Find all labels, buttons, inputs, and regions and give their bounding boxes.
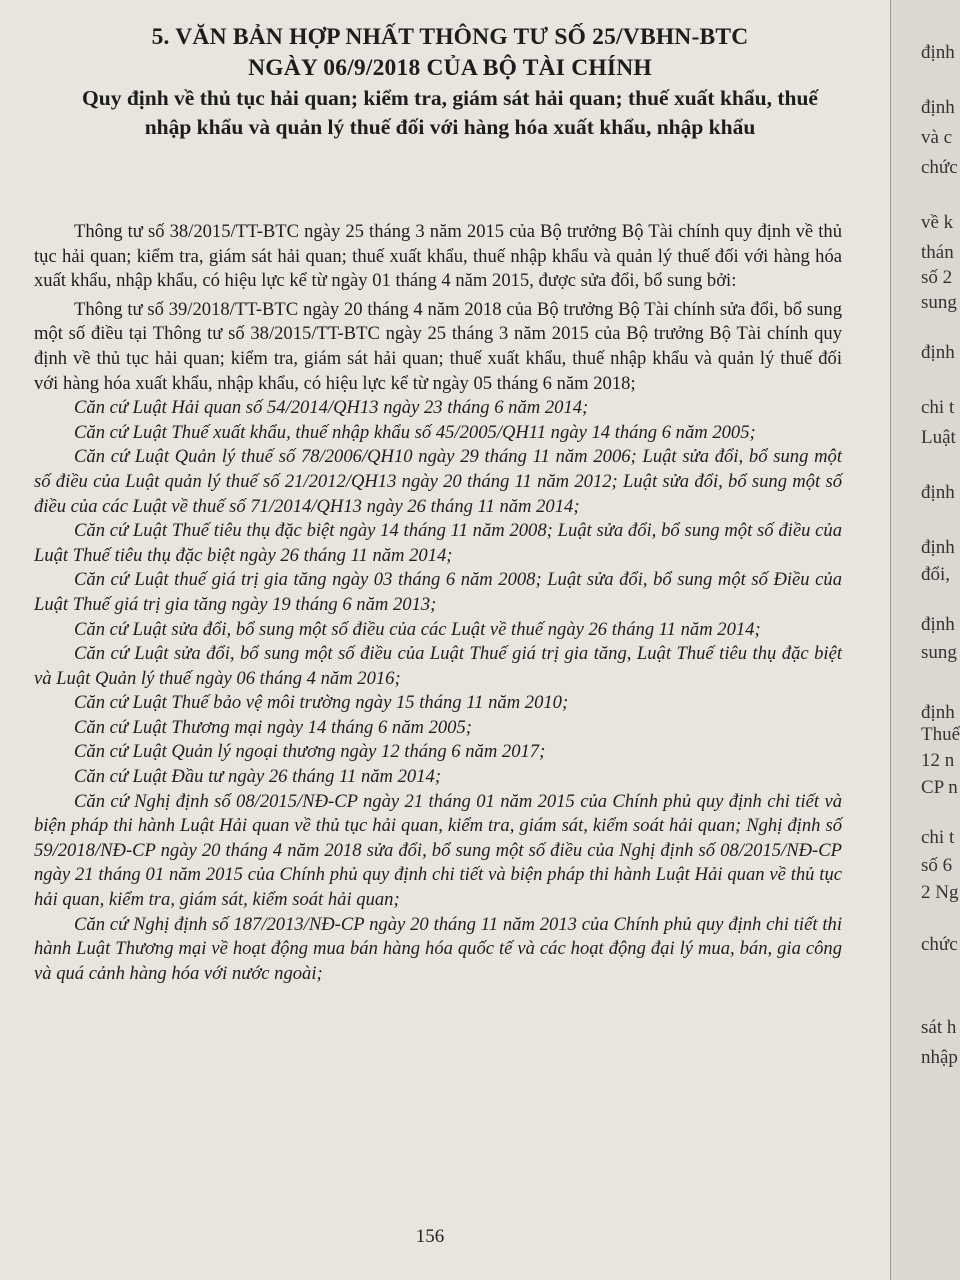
body-paragraph: Căn cứ Luật Quản lý thuế số 78/2006/QH10 ngày 29 tháng 11 năm 2006; Luật sửa đổi, bổ sung một số điều của Luật quản lý thuế số 21/2012/QH13 ngày 20 tháng 11 năm 2012; Luật sửa đổi, bổ sung một số điều của các Luật về thuế số 71/2014/QH13 ngày 26 tháng 11 năm 2014;: [34, 446, 842, 517]
body-paragraph: Căn cứ Luật Thuế bảo vệ môi trường ngày 15 tháng 11 năm 2010;: [74, 692, 569, 714]
body-paragraph: Thông tư số 38/2015/TT-BTC ngày 25 tháng 3 năm 2015 của Bộ trưởng Bộ Tài chính quy định về thủ tục hải quan; kiểm tra, giám sát hải quan; thuế xuất khẩu, thuế nhập khẩu và quản lý thuế đối với hàng hóa xuất khẩu, nhập khẩu, có hiệu lực kể từ ngày 01 tháng 4 năm 2015, được sửa đổi, bổ sung bởi:: [34, 221, 842, 292]
facing-page-text: đổi,: [921, 564, 951, 585]
facing-page-text: về k: [921, 212, 954, 233]
facing-page-text: định: [921, 42, 955, 63]
facing-page-edge: [890, 0, 960, 1280]
facing-page-text: 2 Ng: [921, 882, 959, 903]
body-paragraph: Căn cứ Luật Hải quan số 54/2014/QH13 ngày 23 tháng 6 năm 2014;: [74, 397, 589, 419]
facing-page-text: chức: [921, 934, 958, 955]
heading-subtitle: Quy định về thủ tục hải quan; kiểm tra, giám sát hải quan; thuế xuất khẩu, thuế nhập khẩu và quản lý thuế đối với hàng hóa xuất khẩu, nhập khẩu: [82, 86, 818, 139]
body-paragraph: Căn cứ Luật Thuế xuất khẩu, thuế nhập khẩu số 45/2005/QH11 ngày 14 tháng 6 năm 2005;: [74, 421, 756, 443]
facing-page-text: sung: [921, 292, 957, 313]
body-paragraph: Căn cứ Nghị định số 08/2015/NĐ-CP ngày 21 tháng 01 năm 2015 của Chính phủ quy định chi tiết và biện pháp thi hành Luật Hải quan về thủ tục hải quan, kiểm tra, giám sát, kiểm soát hải quan; Nghị định số 59/2018/NĐ-CP ngày 20 tháng 4 năm 2018 sửa đổi, bổ sung một số điều của Nghị định số 08/2015/NĐ-CP ngày 21 tháng 01 năm 2015 của Chính phủ quy định chi tiết và biện pháp thi hành Luật Hải quan về thủ tục hải quan, kiểm tra, giám sát, kiểm soát hải quan;: [34, 790, 842, 911]
facing-page-text: sát h: [921, 1017, 957, 1038]
document-heading: [60, 22, 840, 142]
body-paragraph: Căn cứ Luật thuế giá trị gia tăng ngày 03 tháng 6 năm 2008; Luật sửa đổi, bổ sung một số Điều của Luật Thuế giá trị gia tăng ngày 19 tháng 6 năm 2013;: [34, 569, 842, 615]
facing-page-text: định: [921, 342, 955, 363]
facing-page-text: định: [921, 97, 955, 118]
facing-page-text: 12 n: [921, 750, 955, 771]
facing-page-text: sung: [921, 642, 957, 663]
facing-page-text: nhập: [921, 1047, 958, 1068]
facing-page-text: định: [921, 482, 955, 503]
facing-page-text: số 2: [921, 267, 953, 288]
body-paragraph: Căn cứ Luật Thuế tiêu thụ đặc biệt ngày 14 tháng 11 năm 2008; Luật sửa đổi, bổ sung một số điều của Luật Thuế tiêu thụ đặc biệt ngày 26 tháng 11 năm 2014;: [34, 520, 842, 566]
body-paragraph: Căn cứ Luật sửa đổi, bổ sung một số điều của Luật Thuế giá trị gia tăng, Luật Thuế tiêu thụ đặc biệt và Luật Quản lý thuế ngày 06 tháng 4 năm 2016;: [34, 643, 842, 689]
heading-line-1: 5. VĂN BẢN HỢP NHẤT THÔNG TƯ SỐ 25/VBHN-BTC: [151, 24, 749, 50]
facing-page-text: Luật: [921, 427, 956, 448]
facing-page-text: số 6: [921, 855, 953, 876]
facing-page-text: định: [921, 537, 955, 558]
facing-page-text: CP n: [921, 777, 958, 798]
facing-page-text: thán: [921, 242, 954, 263]
facing-page-text: định: [921, 702, 955, 723]
facing-page-text: chi t: [921, 397, 955, 418]
body-paragraph: Căn cứ Luật Quản lý ngoại thương ngày 12 tháng 6 năm 2017;: [74, 741, 546, 763]
body-paragraph: Căn cứ Luật Đầu tư ngày 26 tháng 11 năm 2014;: [74, 766, 442, 788]
facing-page-text: chi t: [921, 827, 955, 848]
facing-page-text: Thuế: [921, 724, 960, 745]
facing-page-text: định: [921, 614, 955, 635]
body-paragraph: Căn cứ Luật sửa đổi, bổ sung một số điều của các Luật về thuế ngày 26 tháng 11 năm 2014;: [74, 618, 761, 640]
page-number: 156: [415, 1226, 445, 1247]
facing-page-text: chức: [921, 157, 958, 178]
body-paragraph: Thông tư số 39/2018/TT-BTC ngày 20 tháng 4 năm 2018 của Bộ trưởng Bộ Tài chính sửa đổi, bổ sung một số điều tại Thông tư số 38/2015/TT-BTC ngày 25 tháng 3 năm 2015 của Bộ trưởng Bộ Tài chính quy định về thủ tục hải quan; kiểm tra, giám sát hải quan; thuế xuất khẩu, thuế nhập khẩu và quản lý thuế đối với hàng hóa xuất khẩu, nhập khẩu, có hiệu lực kể từ ngày 05 tháng 6 năm 2018;: [34, 298, 842, 394]
document-body: [34, 220, 842, 986]
body-paragraph: Căn cứ Luật Thương mại ngày 14 tháng 6 năm 2005;: [74, 716, 472, 738]
facing-page-text: và c: [921, 127, 953, 148]
body-paragraph: Căn cứ Nghị định số 187/2013/NĐ-CP ngày 20 tháng 11 năm 2013 của Chính phủ quy định chi tiết thi hành Luật Thương mại về hoạt động mua bán hàng hóa quốc tế và các hoạt động đại lý mua, bán, gia công và quá cảnh hàng hóa với nước ngoài;: [34, 913, 842, 984]
heading-line-2: NGÀY 06/9/2018 CỦA BỘ TÀI CHÍNH: [248, 55, 652, 81]
